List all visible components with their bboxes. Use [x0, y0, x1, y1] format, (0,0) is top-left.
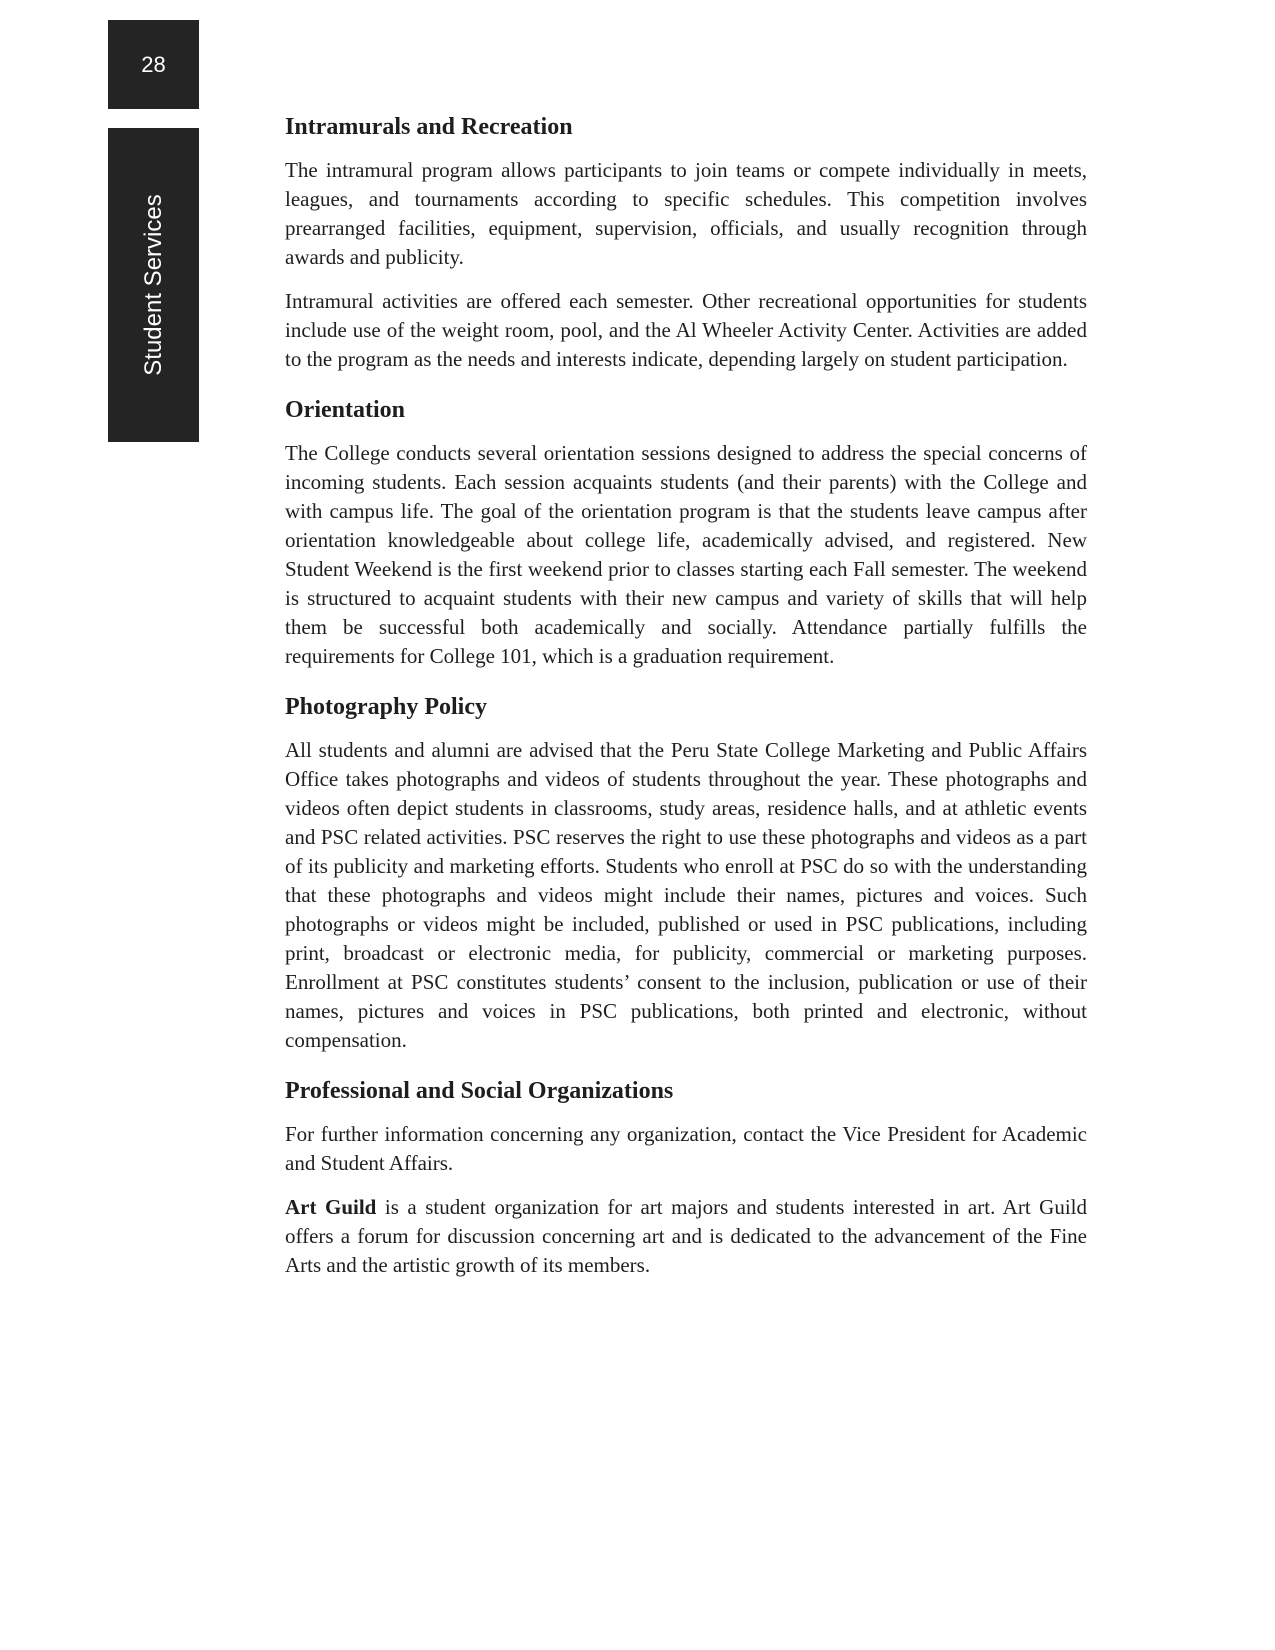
section-heading: Intramurals and Recreation — [285, 114, 573, 140]
section-heading: Orientation — [285, 397, 405, 423]
org-entry — [285, 1193, 1087, 1280]
org-description: is a student organization for art majors and students interested in art. Art Guild offers a forum for discussion concerning art and is dedicated to the advancement of the Fine Arts and the artistic growth of its members. — [285, 1195, 1087, 1277]
paragraph: All students and alumni are advised that the Peru State College Marketing and Public Affairs Office takes photographs and videos of students throughout the year. These photographs and videos often depict students in classrooms, study areas, residence halls, and at athletic events and PSC related activities. PSC reserves the right to use these photographs and videos as a part of its publicity and marketing efforts. Students who enroll at PSC do so with the understanding that these photographs and videos might include their names, pictures and voices. Such photographs or videos might be included, published or used in PSC publications, including print, broadcast or electronic media, for publicity, commercial or marketing purposes. Enrollment at PSC constitutes students’ consent to the inclusion, publication or use of their names, pictures and voices in PSC publications, both printed and electronic, without compensation. — [285, 738, 1087, 1052]
section-tab — [108, 128, 199, 442]
paragraph: For further information concerning any organization, contact the Vice President for Academic and Student Affairs. — [285, 1122, 1087, 1175]
page-number: 28 — [141, 51, 166, 77]
section-heading: Professional and Social Organizations — [285, 1078, 674, 1104]
paragraph: Intramural activities are offered each semester. Other recreational opportunities for students include use of the weight room, pool, and the Al Wheeler Activity Center. Activities are added to the program as the needs and interests indicate, depending largely on student participation. — [285, 289, 1087, 371]
section-tab-label: Student Services — [139, 194, 167, 376]
paragraph: The intramural program allows participants to join teams or compete individually in meets, leagues, and tournaments according to specific schedules. This competition involves prearranged facilities, equipment, supervision, officials, and usually recognition through awards and publicity. — [285, 158, 1087, 269]
paragraph: The College conducts several orientation sessions designed to address the special concerns of incoming students. Each session acquaints students (and their parents) with the College and with campus life. The goal of the orientation program is that the students leave campus after orientation knowledgeable about college life, academically advised, and registered. New Student Weekend is the first weekend prior to classes starting each Fall semester. The weekend is structured to acquaint students with their new campus and variety of skills that will help them be successful both academically and socially. Attendance partially fulfills the requirements for College 101, which is a graduation requirement. — [285, 441, 1087, 668]
org-name: Art Guild — [285, 1195, 377, 1219]
section-intramurals — [285, 112, 1087, 374]
section-photography-policy — [285, 692, 1087, 1055]
page-number-tab — [108, 20, 199, 109]
section-heading: Photography Policy — [285, 694, 487, 720]
section-orientation — [285, 395, 1087, 671]
section-organizations — [285, 1076, 1087, 1280]
page-content — [285, 112, 1087, 1301]
